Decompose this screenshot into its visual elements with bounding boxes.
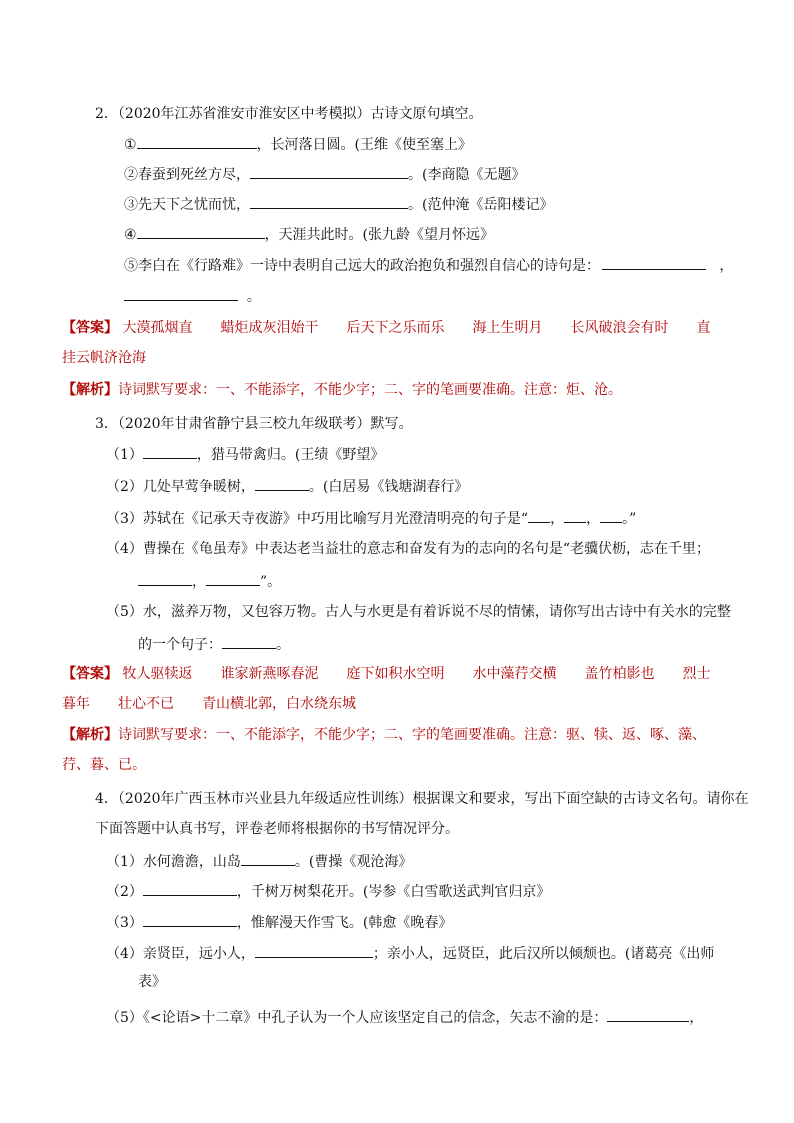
answer-blank[interactable] <box>143 443 197 459</box>
q4-item-4: （4）亲贤臣，远小人， ；亲小人，远贤臣，此后汉所以倾颓也。(诸葛亮《出师 <box>106 942 714 964</box>
q2-item-5-cont: 。 <box>124 285 261 307</box>
q2-item-5: ⑤李白在《行路难》一诗中表明自己远大的政治抱负和强烈自信心的诗句是： ， <box>124 254 733 276</box>
q2-answer: 【答案】 大漠孤烟直 蜡炬成灰泪始干 后天下之乐而乐 海上生明月 长风破浪会有时 直 <box>62 320 711 336</box>
q3-item-4-cont: ， ”。 <box>138 570 281 592</box>
q3-item-2: （2）几处早莺争暖树， 。(白居易《钱塘湖春行》 <box>106 475 468 497</box>
answer-blank[interactable] <box>143 911 237 927</box>
q2-item-4: ④ ，天涯共此时。(张九龄《望月怀远》 <box>124 223 494 245</box>
q4-item-5: （5）《<论语>十二章》中孔子认为一个人应该坚定自己的信念，矢志不渝的是： ， <box>106 1006 703 1028</box>
answer-blank[interactable] <box>528 507 550 523</box>
q4-item-3: （3） ，惟解漫天作雪飞。(韩愈《晚春》 <box>106 911 452 933</box>
q3-answer-cont: 暮年 壮心不已 青山横北郭，白水绕东城 <box>62 696 356 712</box>
answer-blank[interactable] <box>206 570 260 586</box>
answer-blank[interactable] <box>138 570 192 586</box>
answer-blank[interactable] <box>250 193 408 209</box>
answer-blank[interactable] <box>255 475 309 491</box>
answer-blank[interactable] <box>124 285 238 301</box>
q2-item-3: ③先天下之忧而忧， 。(范仲淹《岳阳楼记》 <box>124 193 553 215</box>
answer-blank[interactable] <box>250 163 408 179</box>
q4-item-4-cont: 表》 <box>138 974 166 990</box>
q2-item-1: ① ，长河落日圆。(王维《使至塞上》 <box>124 133 472 155</box>
q3-item-1: （1） ，猎马带禽归。(王绩《野望》 <box>106 443 384 465</box>
q3-item-3: （3）苏轼在《记承天寺夜游》中巧用比喻写月光澄清明亮的句子是“ ， ， 。” <box>106 507 636 529</box>
q4-item-1: （1）水何澹澹，山岛 。(曹操《观沧海》 <box>106 850 412 872</box>
answer-blank[interactable] <box>241 850 295 866</box>
q3-item-4: （4）曹操在《龟虽寿》中表达老当益壮的意志和奋发有为的志向的名句是“老骥伏枥，志在千里； <box>106 541 711 557</box>
q3-analysis-cont: 荇、暮、已。 <box>62 757 146 773</box>
q3-answer: 【答案】 牧人驱犊返 谁家新燕啄春泥 庭下如积水空明 水中藻荇交横 盖竹柏影也 烈士 <box>62 666 711 682</box>
answer-blank[interactable] <box>602 254 706 270</box>
q2-analysis: 【解析】诗词默写要求：一、不能添字，不能少字；二、字的笔画要准确。注意：炬、沧。 <box>62 382 622 398</box>
q2-header: 2．（2020年江苏省淮安市淮安区中考模拟）古诗文原句填空。 <box>95 106 483 122</box>
q3-item-5: （5）水，滋养万物，又包容万物。古人与水更是有着诉说不尽的情愫，请你写出古诗中有关水的完整 <box>106 604 731 620</box>
answer-blank[interactable] <box>255 942 373 958</box>
q2-item-2: ②春蚕到死丝方尽， 。(李商隐《无题》 <box>124 163 525 185</box>
q3-item-5-cont: 的一个句子： 。 <box>138 633 290 655</box>
answer-blank[interactable] <box>564 507 586 523</box>
q4-item-2: （2） ，千树万树梨花开。(岑参《白雪歌送武判官归京》 <box>106 880 550 902</box>
q3-header: 3．（2020年甘肃省静宁县三校九年级联考）默写。 <box>95 416 413 432</box>
answer-blank[interactable] <box>222 633 276 649</box>
q2-answer-cont: 挂云帆济沧海 <box>62 350 146 366</box>
answer-blank[interactable] <box>137 133 257 149</box>
answer-blank[interactable] <box>600 507 622 523</box>
q4-header-cont: 下面答题中认真书写，评卷老师将根据你的书写情况评分。 <box>95 821 459 837</box>
answer-blank[interactable] <box>137 223 265 239</box>
answer-blank[interactable] <box>143 880 237 896</box>
q4-header: 4．（2020年广西玉林市兴业县九年级适应性训练）根据课文和要求，写出下面空缺的古诗文名句。请你在 <box>95 791 749 807</box>
q3-analysis: 【解析】诗词默写要求：一、不能添字，不能少字；二、字的笔画要准确。注意：驱、犊、返、啄、藻、 <box>62 727 706 743</box>
answer-blank[interactable] <box>607 1006 689 1022</box>
